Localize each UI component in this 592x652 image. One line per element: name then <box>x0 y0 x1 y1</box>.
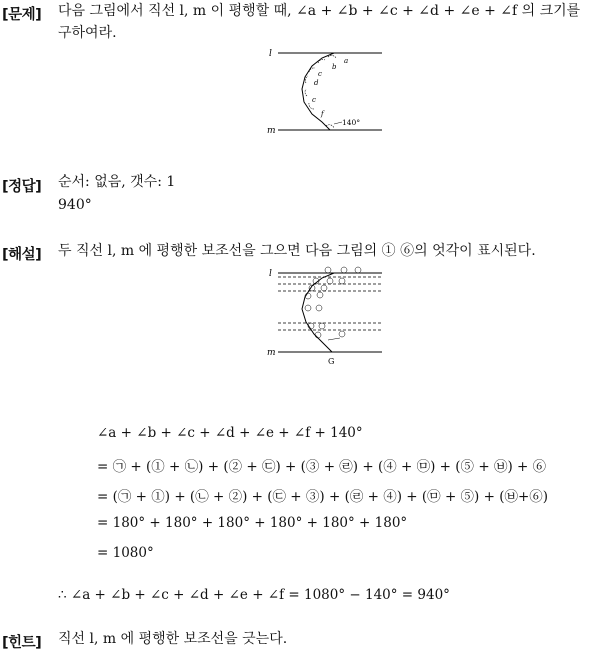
problem-tag: [문제] <box>2 7 42 23</box>
angle-markers <box>305 267 361 338</box>
angle-label-d: d <box>314 79 319 87</box>
angle-label-b: b <box>332 63 337 71</box>
answer-line-1: 순서: 없음, 갯수: 1 <box>58 174 176 190</box>
auxiliary-lines <box>278 277 382 330</box>
zigzag-path <box>302 53 334 130</box>
explanation-line-1: 두 직선 l, m 에 평행한 보조선을 그으면 다음 그림의 ① ⑥의 엇각이 표시된다. <box>58 243 536 259</box>
problem-line-1: 다음 그림에서 직선 l, m 이 평행할 때, ∠a + ∠b + ∠c + ∠d + ∠e + ∠f 의 크기를 <box>58 3 581 19</box>
zigzag-path <box>302 273 334 352</box>
label-m: m <box>267 348 276 358</box>
equation-line-4: = 180° + 180° + 180° + 180° + 180° + 180° <box>97 515 408 531</box>
answer-value: 940° <box>58 197 92 213</box>
angle-label-c-upper: c <box>318 70 322 78</box>
problem-line-2: 구하여라. <box>58 25 117 41</box>
equation-line-2: = ㉠ + (① + ㉡) + (② + ㉢) + (③ + ㉣) + (④ + ㉤) + (⑤ + ㉥) + ⑥ <box>97 459 547 475</box>
explanation-tag: [해설] <box>2 247 42 263</box>
hint-tag: [힌트] <box>2 635 42 651</box>
bottom-mark: G <box>328 357 335 366</box>
angle-value: 140° <box>342 118 361 127</box>
hint-text: 직선 l, m 에 평행한 보조선을 긋는다. <box>58 631 288 647</box>
angle-label-c: c <box>312 96 316 104</box>
equation-line-5: = 1080° <box>97 545 154 561</box>
equation-line-1: ∠a + ∠b + ∠c + ∠d + ∠e + ∠f + 140° <box>97 425 363 441</box>
conclusion-line: ∴ ∠a + ∠b + ∠c + ∠d + ∠e + ∠f = 1080° − 140° = 940° <box>58 587 450 603</box>
answer-tag: [정답] <box>2 179 42 195</box>
angle-label-a: a <box>344 57 349 65</box>
equation-line-3: = (㉠ + ①) + (㉡ + ②) + (㉢ + ③) + (㉣ + ④) + (㉤ + ⑤) + (㉥+⑥) <box>97 489 549 505</box>
label-l: l <box>269 49 272 59</box>
label-l: l <box>269 269 272 279</box>
angle-label-f: f <box>321 110 324 118</box>
problem-figure <box>262 44 387 136</box>
explanation-figure <box>262 264 387 368</box>
label-m: m <box>267 126 276 136</box>
